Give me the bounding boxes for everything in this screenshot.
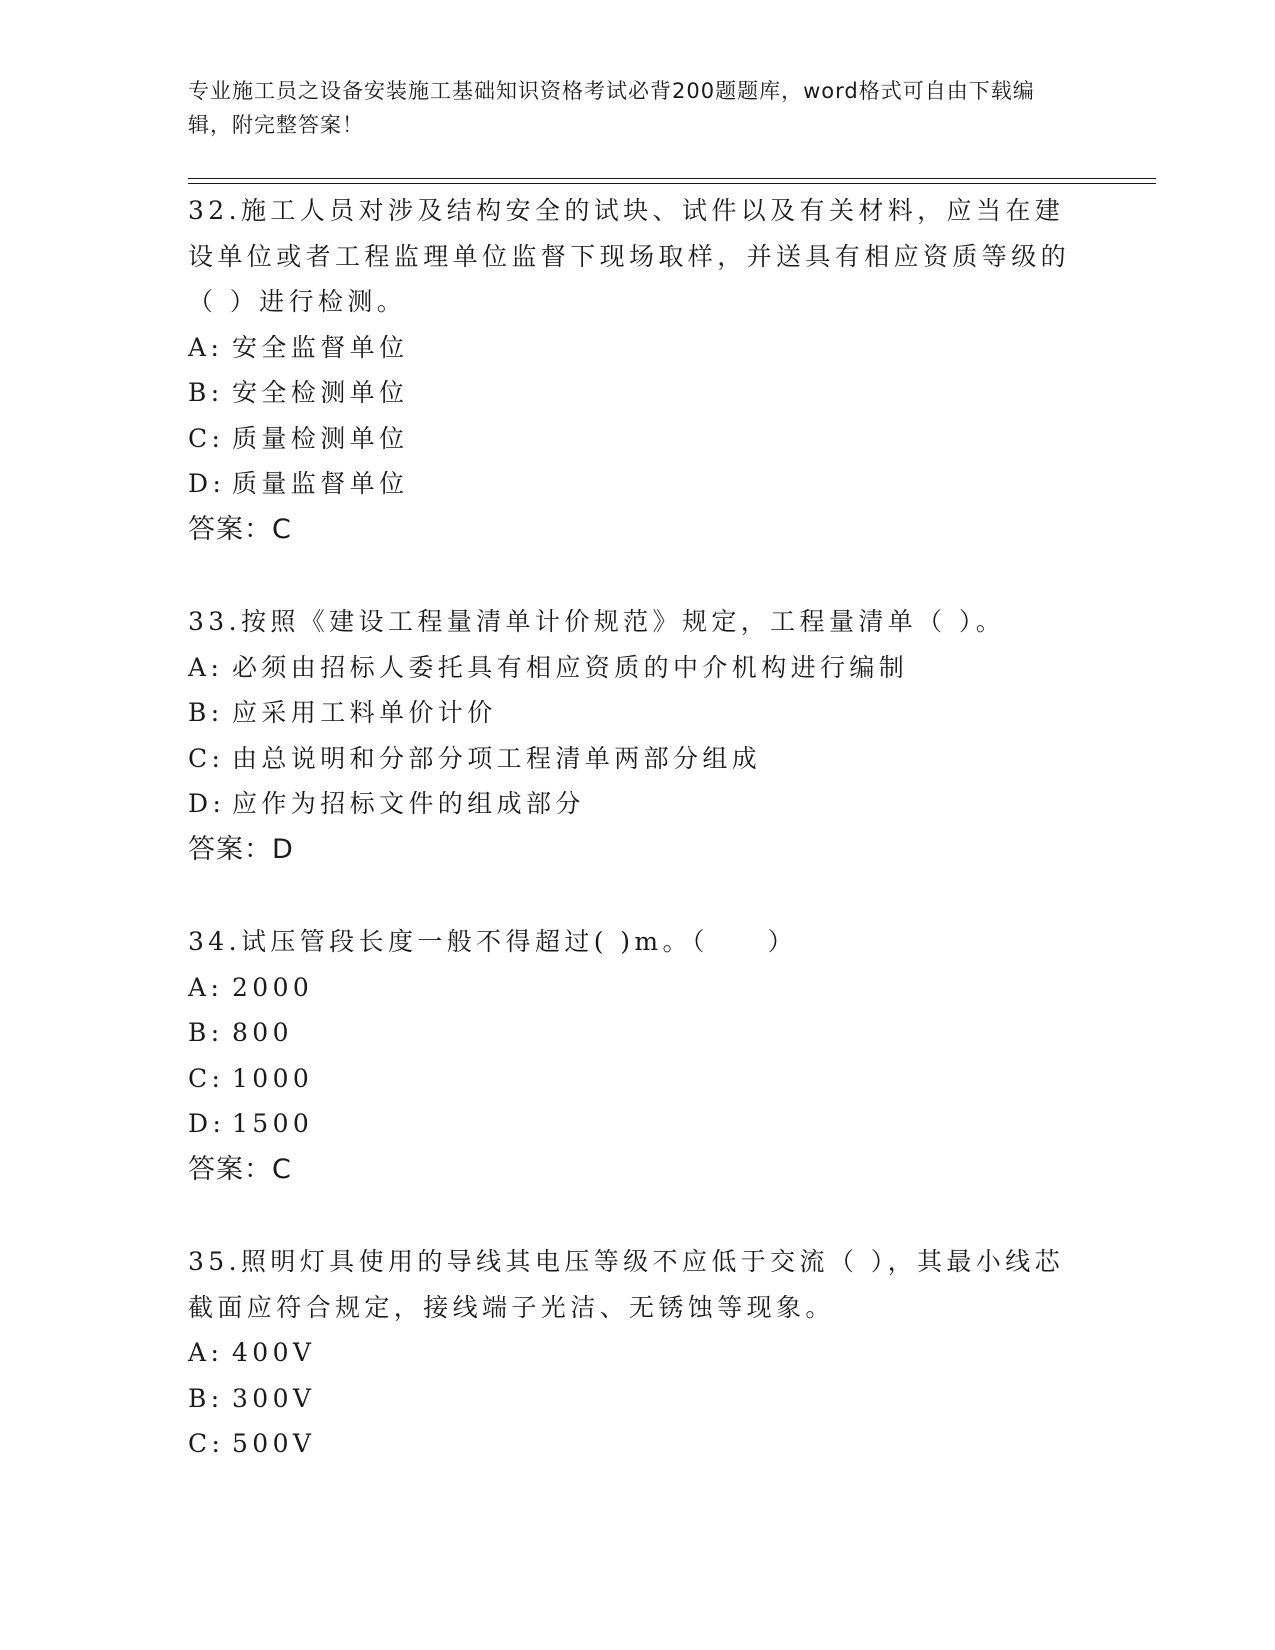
option-b [188, 1010, 1088, 1056]
option-a [188, 1330, 1088, 1376]
option-key: C: [188, 423, 225, 453]
answer-label: 答案： [188, 1153, 272, 1185]
option-c [188, 1056, 1088, 1102]
option-text: 由总说明和分部分项工程清单两部分组成 [232, 743, 762, 773]
option-text: 500V [232, 1429, 316, 1458]
question-list [188, 188, 1088, 1467]
spacer [188, 552, 1088, 599]
option-text: 300V [232, 1383, 316, 1413]
question-35 [188, 1239, 1088, 1467]
option-key: B: [188, 698, 224, 727]
option-b [188, 690, 1088, 736]
answer-value: C [272, 513, 292, 545]
option-key: A: [188, 332, 224, 362]
option-key: C: [188, 1063, 225, 1093]
question-32 [188, 188, 1088, 552]
document-header: 专业施工员之设备安装施工基础知识资格考试必背200题题库，word格式可自由下载编辑，附完整答案！ [188, 79, 1035, 137]
question-stem: 33.按照《建设工程量清单计价规范》规定，工程量清单（ ）。 [188, 607, 1006, 636]
option-key: D: [188, 1109, 226, 1138]
header-divider-bottom [188, 183, 1156, 184]
spacer [188, 1192, 1088, 1239]
option-b [188, 1376, 1088, 1422]
answer-value: D [272, 833, 294, 865]
option-b [188, 370, 1088, 416]
option-d [188, 461, 1088, 507]
option-text: 安全监督单位 [232, 332, 409, 362]
option-c [188, 736, 1088, 782]
answer-line [188, 1147, 1088, 1193]
answer-label: 答案： [188, 833, 272, 865]
option-key: D: [188, 789, 226, 818]
option-key: D: [188, 469, 226, 498]
option-text: 1000 [232, 1063, 314, 1093]
option-key: C: [188, 743, 225, 773]
option-key: A: [188, 1338, 224, 1367]
spacer [188, 872, 1088, 919]
option-text: 400V [232, 1338, 316, 1367]
option-key: C: [188, 1429, 225, 1458]
option-text: 必须由招标人委托具有相应资质的中介机构进行编制 [232, 652, 909, 682]
option-key: A: [188, 972, 224, 1002]
option-a [188, 965, 1088, 1011]
question-34 [188, 919, 1088, 1192]
question-stem: 35.照明灯具使用的导线其电压等级不应低于交流（ ），其最小线芯截面应符合规定，接线端子光洁、无锈蚀等现象。 [188, 1247, 1065, 1322]
option-key: A: [188, 652, 224, 682]
option-text: 2000 [232, 972, 314, 1002]
option-text: 质量检测单位 [232, 423, 409, 453]
header-divider-top [188, 178, 1156, 179]
option-text: 800 [232, 1018, 293, 1047]
question-33 [188, 599, 1088, 872]
option-d [188, 1101, 1088, 1147]
option-c [188, 1421, 1088, 1467]
answer-value: C [272, 1153, 292, 1185]
option-key: B: [188, 1383, 224, 1413]
option-d [188, 781, 1088, 827]
option-text: 质量监督单位 [232, 469, 409, 498]
option-text: 安全检测单位 [232, 378, 409, 407]
question-stem: 34.试压管段长度一般不得超过( )m。（ ） [188, 927, 798, 956]
option-text: 应采用工料单价计价 [232, 698, 497, 727]
option-a [188, 645, 1088, 691]
question-stem: 32.施工人员对涉及结构安全的试块、试件以及有关材料，应当在建设单位或者工程监理单位监督下现场取样，并送具有相应资质等级的（ ）进行检测。 [188, 196, 1071, 316]
option-text: 1500 [232, 1109, 314, 1138]
option-key: B: [188, 378, 224, 407]
option-key: B: [188, 1018, 224, 1047]
answer-line [188, 507, 1088, 553]
answer-line [188, 827, 1088, 873]
option-a [188, 325, 1088, 371]
option-text: 应作为招标文件的组成部分 [232, 789, 585, 818]
option-c [188, 416, 1088, 462]
answer-label: 答案： [188, 513, 272, 545]
